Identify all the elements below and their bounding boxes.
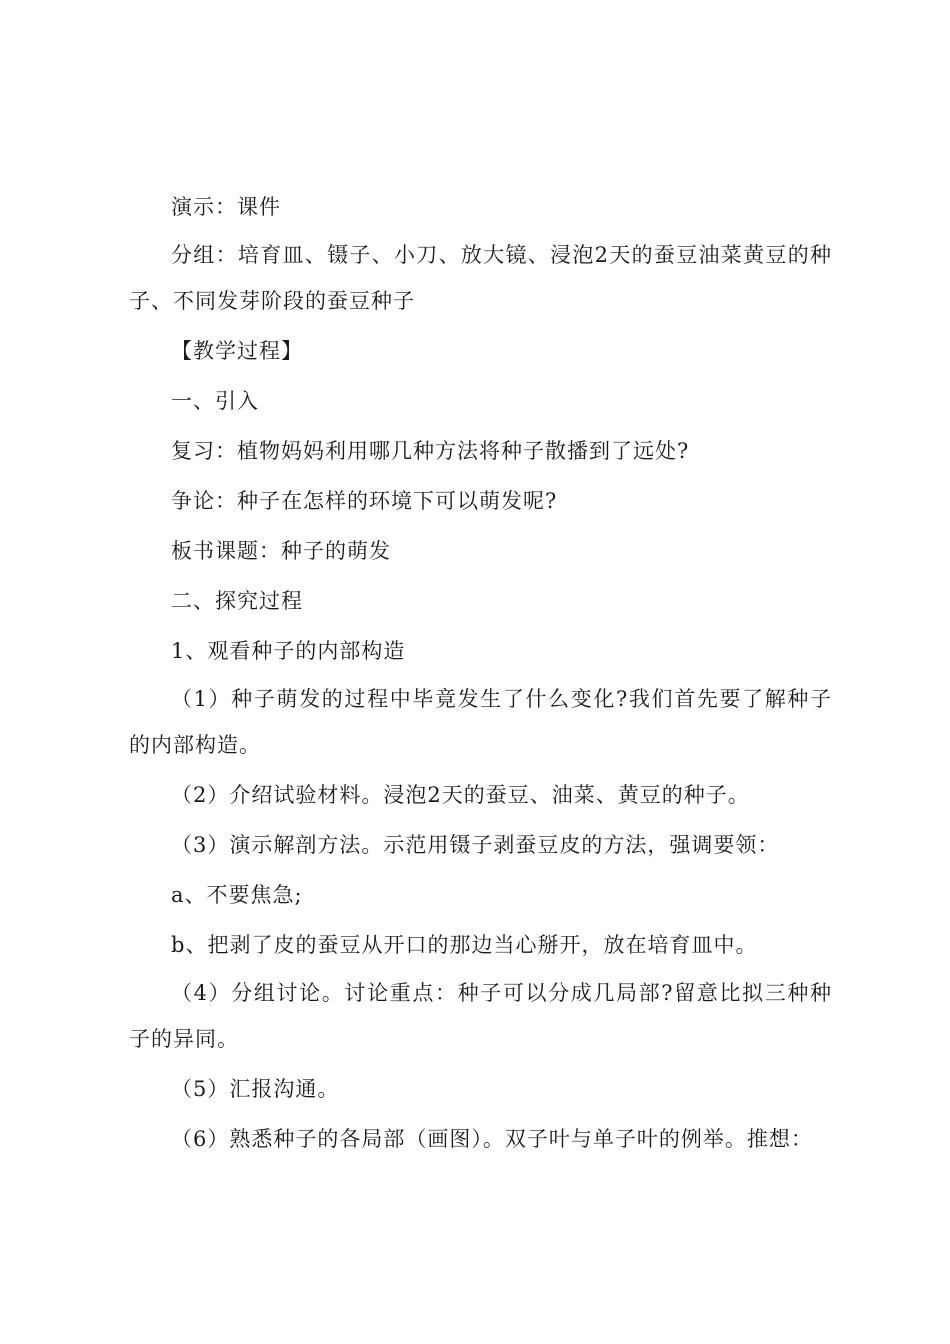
paragraph-board-title: 板书课题：种子的萌发 [171, 539, 391, 563]
list-item-4: （4）分组讨论。讨论重点：种子可以分成几局部?留意比拟三种种子的异同。 [129, 981, 832, 1051]
paragraph-debate: 争论：种子在怎样的环境下可以萌发呢? [171, 489, 558, 513]
step-observe-structure: 1、观看种子的内部构造 [171, 639, 406, 663]
paragraph-group-materials: 分组：培育皿、镊子、小刀、放大镜、浸泡2天的蚕豆油菜黄豆的种子、不同发芽阶段的蚕豆种子 [129, 243, 832, 313]
section-heading-exploration: 二、探究过程 [171, 589, 303, 613]
list-item-b: b、把剥了皮的蚕豆从开口的那边当心掰开，放在培育皿中。 [171, 933, 758, 957]
document-body [129, 182, 832, 1164]
list-item-6: （6）熟悉种子的各局部（画图）。双子叶与单子叶的例举。推想： [171, 1127, 813, 1151]
section-heading-introduction: 一、引入 [171, 389, 259, 413]
list-item-3: （3）演示解剖方法。示范用镊子剥蚕豆皮的方法，强调要领： [171, 833, 780, 857]
paragraph-review: 复习：植物妈妈利用哪几种方法将种子散播到了远处? [171, 439, 690, 463]
section-heading-teaching-process: 【教学过程】 [171, 339, 303, 363]
list-item-5: （5）汇报沟通。 [171, 1077, 340, 1101]
list-item-1: （1）种子萌发的过程中毕竟发生了什么变化?我们首先要了解种子的内部构造。 [129, 687, 832, 757]
list-item-a: a、不要焦急; [171, 883, 303, 907]
paragraph-demo: 演示：课件 [171, 195, 281, 219]
list-item-2: （2）介绍试验材料。浸泡2天的蚕豆、油菜、黄豆的种子。 [171, 783, 750, 807]
